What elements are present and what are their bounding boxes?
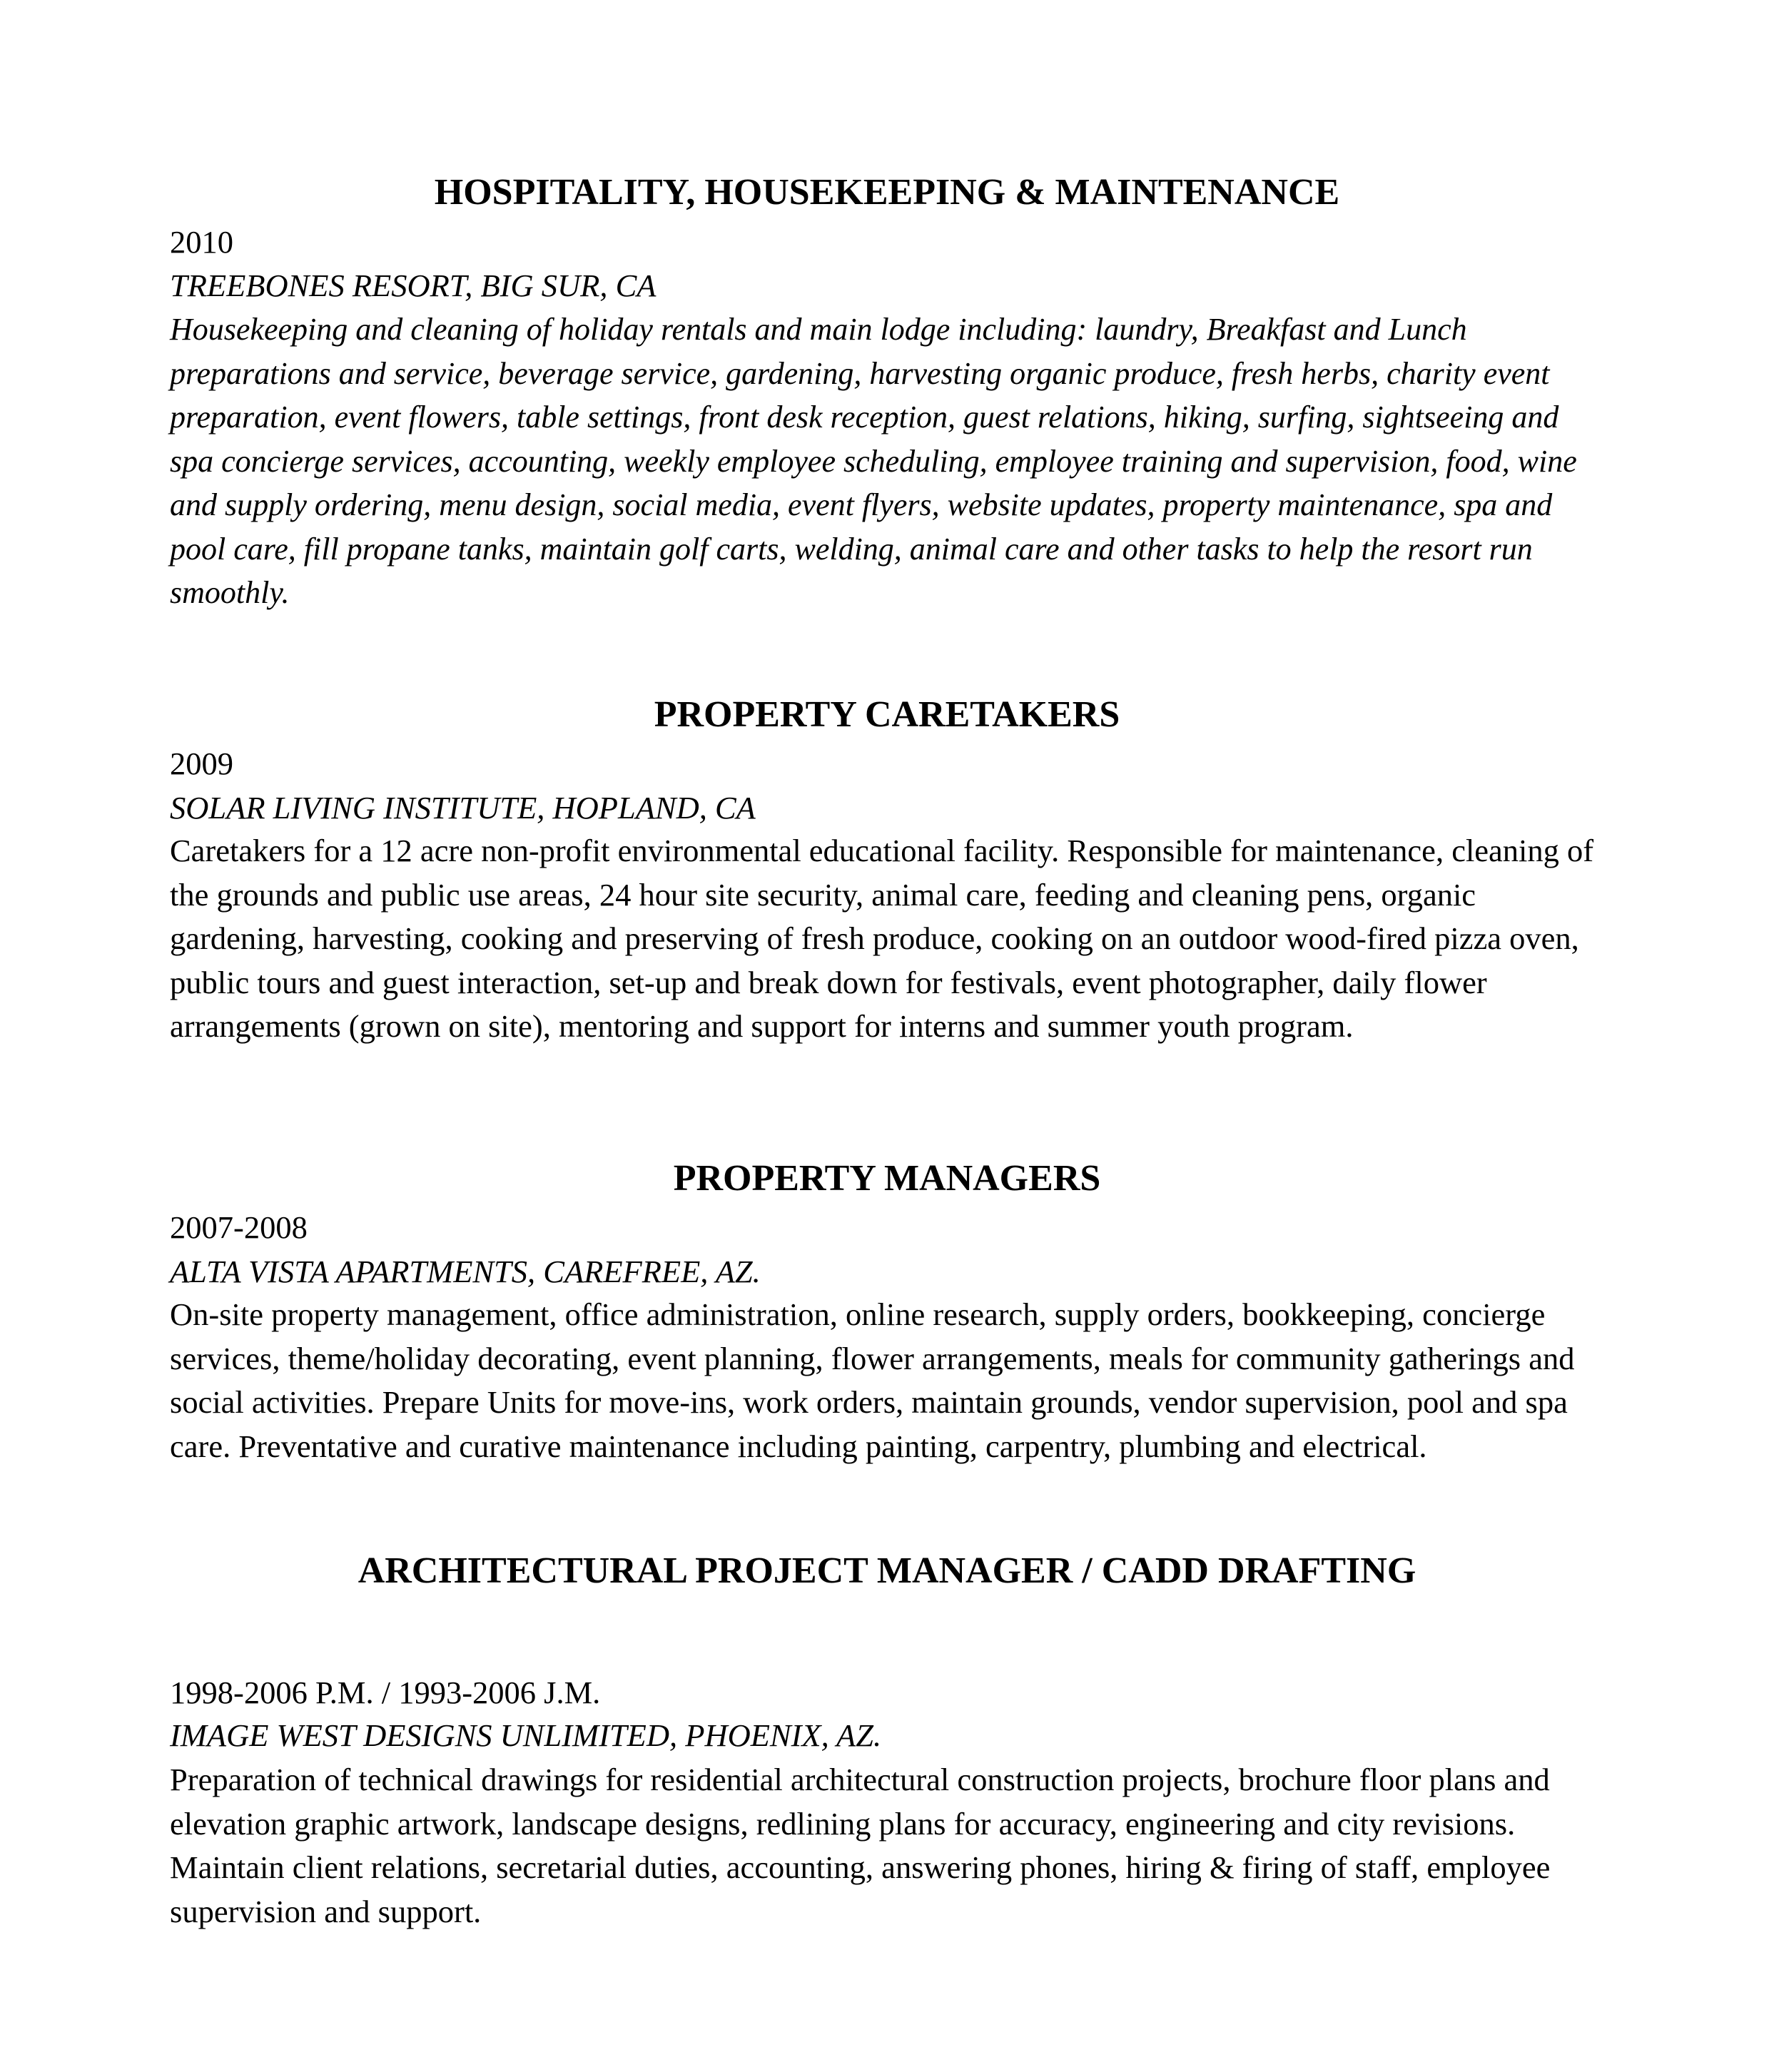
section-heading: PROPERTY MANAGERS <box>673 1158 1101 1199</box>
job-years: 2007-2008 <box>170 1209 308 1245</box>
section-heading: ARCHITECTURAL PROJECT MANAGER / CADD DRAFTING <box>358 1550 1416 1591</box>
section-heading: PROPERTY CARETAKERS <box>654 694 1120 735</box>
employer-name: ALTA VISTA APARTMENTS, CAREFREE, AZ. <box>170 1254 761 1289</box>
employer-name: IMAGE WEST DESIGNS UNLIMITED, PHOENIX, AZ. <box>170 1717 882 1753</box>
section-heading: HOSPITALITY, HOUSEKEEPING & MAINTENANCE <box>434 172 1340 213</box>
job-description: On-site property management, office administration, online research, supply orders, bookkeeping, concierge services, theme/holiday decorating, event planning, flower arrangements, meals for community gatherings and social activities. Prepare Units for move-ins, work orders, maintain grounds, vendor supervision, pool and spa care. Preventative and curative maintenance including painting, carpentry, plumbing and electrical. <box>170 1296 1575 1464</box>
job-description: Housekeeping and cleaning of holiday rentals and main lodge including: laundry, Breakfast and Lunch preparations and service, beverage service, gardening, harvesting organic produce, fresh herbs, charity event preparation, event flowers, table settings, front desk reception, guest relations, hiking, surfing, sightseeing and spa concierge services, accounting, weekly employee scheduling, employee training and supervision, food, wine and supply ordering, menu design, social media, event flyers, website updates, property maintenance, spa and pool care, fill propane tanks, maintain golf carts, welding, animal care and other tasks to help the resort run smoothly. <box>170 312 1577 610</box>
employer-name: SOLAR LIVING INSTITUTE, HOPLAND, CA <box>170 790 756 826</box>
job-description: Preparation of technical drawings for residential architectural construction projects, brochure floor plans and elevation graphic artwork, landscape designs, redlining plans for accuracy, engineering and city revisions. Maintain client relations, secretarial duties, accounting, answering phones, hiring & firing of staff, employee supervision and support. <box>170 1762 1551 1929</box>
job-description: Caretakers for a 12 acre non-profit environmental educational facility. Responsible for maintenance, cleaning of the grounds and public use areas, 24 hour site security, animal care, feeding and cleaning pens, organic gardening, harvesting, cooking and preserving of fresh produce, cooking on an outdoor wood-fired pizza oven, public tours and guest interaction, set-up and break down for festivals, event photographer, daily flower arrangements (grown on site), mentoring and support for interns and summer youth program. <box>170 833 1594 1044</box>
job-years: 2009 <box>170 746 233 781</box>
job-years: 2010 <box>170 224 233 260</box>
job-years: 1998-2006 P.M. / 1993-2006 J.M. <box>170 1675 601 1710</box>
employer-name: TREEBONES RESORT, BIG SUR, CA <box>170 268 657 303</box>
